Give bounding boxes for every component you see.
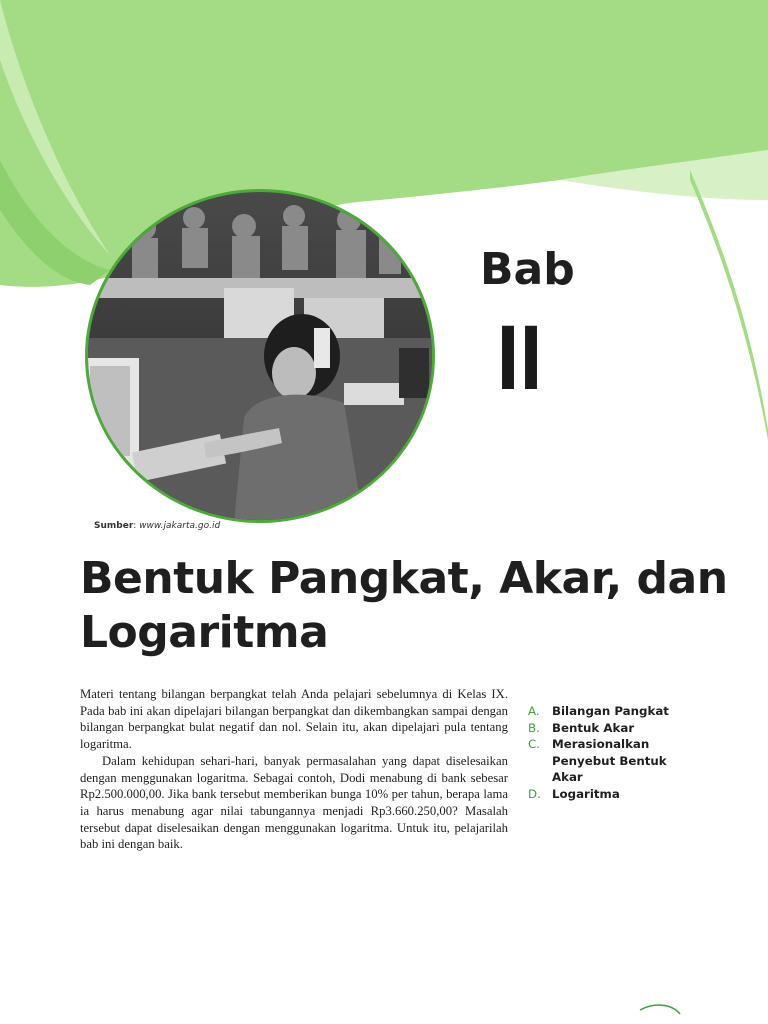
chapter-number: II	[496, 307, 543, 409]
office-photo	[84, 188, 436, 524]
toc-item-a	[528, 703, 678, 720]
toc-letter: D.	[528, 786, 541, 801]
toc-text: Logaritma	[552, 786, 620, 801]
toc-item-b	[528, 720, 678, 737]
toc-text: Bentuk Akar	[552, 720, 635, 735]
toc-letter: B.	[528, 720, 540, 735]
toc-letter: A.	[528, 704, 540, 718]
toc-text: Bilangan Pangkat	[552, 704, 669, 718]
toc-item-d	[528, 786, 678, 803]
intro-paragraph-2: Dalam kehidupan sehari-hari, banyak permasalahan yang dapat diselesaikan dengan menggunakan logaritma. Sebagai contoh, Dodi menabung di bank sebesar Rp2.500.000,00. Jika bank tersebut memberikan bunga 10% per tahun, berapa lama ia harus menabung agar nilai tabungannya menjadi Rp3.660.250,00? Masalah tersebut dapat diselesaikan dengan menggunakan logaritma. Untuk itu, pelajarilah bab ini dengan baik.	[80, 753, 508, 852]
intro-paragraph-1: Materi tentang bilangan berpangkat telah Anda pelajari sebelumnya di Kelas IX. Pada bab ini akan dipelajari bilangan berpangkat dan dikembangkan sampai dengan bilangan berpangkat bulat negatif dan nol. Selain itu, akan dipelajari pula tentang logaritma.	[80, 687, 508, 752]
chapter-contents	[528, 703, 678, 802]
chapter-title	[80, 552, 740, 660]
source-prefix: Sumber	[94, 521, 134, 531]
toc-letter: C.	[528, 737, 540, 751]
toc-text: Merasionalkan Penyebut Bentuk Akar	[552, 737, 667, 784]
toc-item-c	[528, 736, 678, 786]
title-line-1: Bentuk Pangkat, Akar, dan	[80, 553, 728, 604]
chapter-label: Bab	[480, 244, 575, 295]
intro-text	[80, 686, 508, 853]
image-source: Sumber: www.jakarta.go.id	[94, 521, 221, 531]
source-url: www.jakarta.go.id	[139, 521, 221, 531]
title-line-2: Logaritma	[80, 607, 329, 658]
